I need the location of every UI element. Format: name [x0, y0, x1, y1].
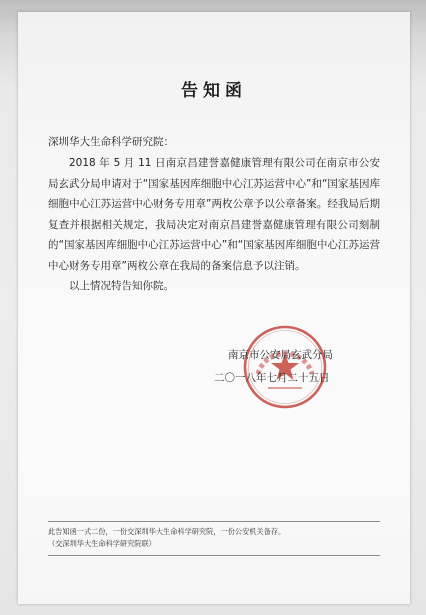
letter-title: 告知函 [181, 81, 247, 101]
letter-sheet [18, 12, 410, 604]
footer-line: 此告知函一式二份，一份交深圳华大生命科学研究院，一份公安机关备存。 [48, 527, 286, 536]
footer-line: （交深圳华大生命科学研究院联） [48, 539, 156, 548]
letter-date: 二〇一八年七月二十五日 [214, 372, 330, 384]
letter-recipient: 深圳华大生命科学研究院： [48, 136, 174, 148]
letter-body [48, 153, 380, 297]
footer-divider [48, 555, 380, 556]
footer-divider [48, 521, 380, 522]
body-paragraph: 2018 年 5 月 11 日南京昌建誉嘉健康管理有限公司在南京市公安局玄武分局申请对于“国家基因库细胞中心江苏运营中心”和“国家基因库细胞中心江苏运营中心财务专用章”两枚公章予以公章备案。经我局后期复查并根据相关规定，我局决定对南京昌建誉嘉健康管理有限公司刻制的“国家基因库细胞中心江苏运营中心”和“国家基因库细胞中心江苏运营中心财务专用章”两枚公章在我局的备案信息予以注销。 [48, 157, 380, 272]
signer-organization: 南京市公安局玄武分局 [228, 349, 333, 361]
body-paragraph: 以上情况特告知你院。 [69, 280, 174, 292]
footer-note [48, 526, 388, 550]
official-seal [240, 322, 330, 412]
